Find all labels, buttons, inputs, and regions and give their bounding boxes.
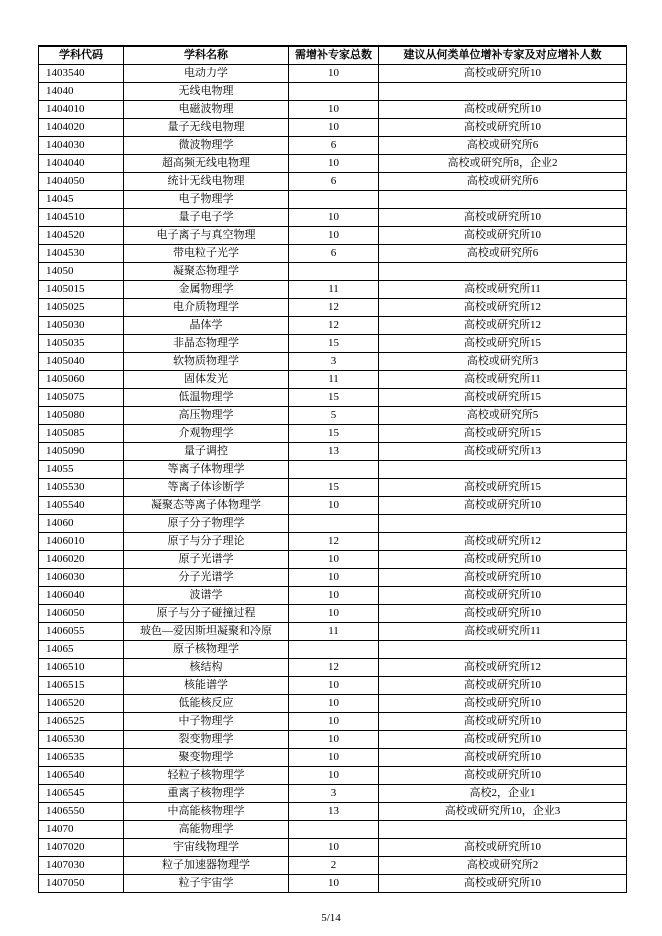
table-cell: 15: [289, 389, 379, 407]
table-cell: 高校或研究所10: [379, 875, 627, 893]
table-cell: 1404040: [39, 155, 124, 173]
table-cell: 高校或研究所12: [379, 659, 627, 677]
table-cell: [289, 263, 379, 281]
table-row: [39, 65, 627, 83]
table-cell: 1404030: [39, 137, 124, 155]
table-cell: 高校或研究所10: [379, 695, 627, 713]
table-cell: 高校或研究所10: [379, 605, 627, 623]
table-cell: 介观物理学: [124, 425, 289, 443]
table-cell: 高校或研究所10: [379, 119, 627, 137]
table-cell: 1406525: [39, 713, 124, 731]
table-row: [39, 731, 627, 749]
table-row: [39, 587, 627, 605]
table-cell: 10: [289, 65, 379, 83]
table-row: [39, 857, 627, 875]
table-cell: 1405025: [39, 299, 124, 317]
table-row: [39, 155, 627, 173]
table-cell: 3: [289, 785, 379, 803]
table-cell: 原子核物理学: [124, 641, 289, 659]
table-cell: 1405090: [39, 443, 124, 461]
table-cell: 原子分子物理学: [124, 515, 289, 533]
table-cell: 1406055: [39, 623, 124, 641]
table-cell: 高校2，企业1: [379, 785, 627, 803]
table-cell: 高校或研究所6: [379, 173, 627, 191]
table-cell: 高校或研究所10: [379, 731, 627, 749]
table-cell: 高校或研究所10: [379, 65, 627, 83]
table-cell: 10: [289, 551, 379, 569]
table-cell: 1406550: [39, 803, 124, 821]
table-cell: 10: [289, 677, 379, 695]
table-cell: [379, 461, 627, 479]
table-row: [39, 515, 627, 533]
table-cell: [379, 641, 627, 659]
table-cell: [289, 821, 379, 839]
table-cell: 电磁波物理: [124, 101, 289, 119]
table-cell: 粒子加速器物理学: [124, 857, 289, 875]
table-cell: 12: [289, 317, 379, 335]
table-cell: 1405060: [39, 371, 124, 389]
table-cell: 1406020: [39, 551, 124, 569]
table-cell: [379, 263, 627, 281]
table-row: [39, 317, 627, 335]
table-row: [39, 677, 627, 695]
column-header-subject-name: 学科名称: [124, 46, 289, 65]
table-cell: 高校或研究所10: [379, 569, 627, 587]
table-cell: 14050: [39, 263, 124, 281]
table-cell: 1404050: [39, 173, 124, 191]
table-cell: 高校或研究所3: [379, 353, 627, 371]
table-cell: 高校或研究所10: [379, 587, 627, 605]
table-row: [39, 119, 627, 137]
table-row: [39, 353, 627, 371]
table-cell: 1405080: [39, 407, 124, 425]
table-cell: 1406050: [39, 605, 124, 623]
table-cell: 1406040: [39, 587, 124, 605]
table-cell: 10: [289, 605, 379, 623]
table-cell: 10: [289, 119, 379, 137]
table-row: [39, 695, 627, 713]
table-row: [39, 497, 627, 515]
table-cell: 晶体学: [124, 317, 289, 335]
table-cell: 凝聚态等离子体物理学: [124, 497, 289, 515]
table-cell: 非晶态物理学: [124, 335, 289, 353]
table-cell: 高压物理学: [124, 407, 289, 425]
table-row: [39, 713, 627, 731]
table-cell: 电子离子与真空物理: [124, 227, 289, 245]
table-cell: 1404010: [39, 101, 124, 119]
table-cell: 1404020: [39, 119, 124, 137]
table-cell: 中子物理学: [124, 713, 289, 731]
table-cell: 低能核反应: [124, 695, 289, 713]
subject-table: [38, 45, 627, 893]
table-cell: 1404530: [39, 245, 124, 263]
table-cell: 核结构: [124, 659, 289, 677]
table-row: [39, 299, 627, 317]
table-cell: 12: [289, 533, 379, 551]
table-row: [39, 371, 627, 389]
table-cell: 高校或研究所10: [379, 749, 627, 767]
table-cell: 6: [289, 137, 379, 155]
table-row: [39, 803, 627, 821]
table-cell: 1406535: [39, 749, 124, 767]
table-row: [39, 623, 627, 641]
table-row: [39, 551, 627, 569]
table-cell: 1405540: [39, 497, 124, 515]
table-cell: [289, 515, 379, 533]
table-cell: 高校或研究所15: [379, 335, 627, 353]
table-cell: 高校或研究所11: [379, 281, 627, 299]
table-row: [39, 821, 627, 839]
table-cell: 1404510: [39, 209, 124, 227]
table-cell: 10: [289, 227, 379, 245]
table-cell: 高校或研究所15: [379, 425, 627, 443]
table-cell: 10: [289, 209, 379, 227]
table-row: [39, 263, 627, 281]
table-cell: [379, 515, 627, 533]
table-row: [39, 443, 627, 461]
table-cell: 统计无线电物理: [124, 173, 289, 191]
table-cell: 核能谱学: [124, 677, 289, 695]
table-cell: 1405530: [39, 479, 124, 497]
table-cell: 电介质物理学: [124, 299, 289, 317]
table-cell: 15: [289, 479, 379, 497]
table-cell: 12: [289, 299, 379, 317]
table-cell: 高校或研究所10，企业3: [379, 803, 627, 821]
table-cell: 高校或研究所10: [379, 767, 627, 785]
table-cell: 高校或研究所5: [379, 407, 627, 425]
table-cell: 3: [289, 353, 379, 371]
table-cell: 高校或研究所10: [379, 839, 627, 857]
table-row: [39, 173, 627, 191]
table-cell: 1405085: [39, 425, 124, 443]
table-cell: 1405030: [39, 317, 124, 335]
table-cell: 带电粒子光学: [124, 245, 289, 263]
table-row: [39, 83, 627, 101]
table-cell: 10: [289, 731, 379, 749]
table-cell: 10: [289, 749, 379, 767]
table-cell: 高校或研究所10: [379, 209, 627, 227]
table-cell: 高校或研究所10: [379, 227, 627, 245]
table-cell: 高校或研究所13: [379, 443, 627, 461]
column-header-unit-suggestion: 建议从何类单位增补专家及对应增补人数: [379, 46, 627, 65]
table-cell: 聚变物理学: [124, 749, 289, 767]
table-cell: 电子物理学: [124, 191, 289, 209]
table-row: [39, 605, 627, 623]
table-cell: 1406520: [39, 695, 124, 713]
table-row: [39, 335, 627, 353]
table-row: [39, 227, 627, 245]
table-cell: 10: [289, 155, 379, 173]
table-cell: [289, 191, 379, 209]
column-header-subject-code: 学科代码: [39, 46, 124, 65]
table-cell: 1406010: [39, 533, 124, 551]
table-cell: 14060: [39, 515, 124, 533]
table-cell: 高校或研究所6: [379, 137, 627, 155]
table-cell: 1407050: [39, 875, 124, 893]
table-cell: 电动力学: [124, 65, 289, 83]
table-cell: [289, 641, 379, 659]
page-number: 5/14: [321, 912, 341, 924]
table-cell: 14065: [39, 641, 124, 659]
table-cell: 量子无线电物理: [124, 119, 289, 137]
table-cell: 1406510: [39, 659, 124, 677]
table-row: [39, 569, 627, 587]
table-cell: 1406030: [39, 569, 124, 587]
table-cell: 12: [289, 659, 379, 677]
table-cell: 1406540: [39, 767, 124, 785]
table-cell: 6: [289, 245, 379, 263]
table-cell: 重离子核物理学: [124, 785, 289, 803]
table-cell: 软物质物理学: [124, 353, 289, 371]
table-cell: 10: [289, 767, 379, 785]
table-row: [39, 767, 627, 785]
table-cell: 11: [289, 281, 379, 299]
table-cell: 量子电子学: [124, 209, 289, 227]
table-cell: 10: [289, 587, 379, 605]
table-cell: 超高频无线电物理: [124, 155, 289, 173]
table-cell: 玻色—爱因斯坦凝聚和冷原: [124, 623, 289, 641]
table-cell: 高校或研究所10: [379, 713, 627, 731]
table-cell: 分子光谱学: [124, 569, 289, 587]
table-cell: 14040: [39, 83, 124, 101]
table-cell: 裂变物理学: [124, 731, 289, 749]
table-cell: 10: [289, 713, 379, 731]
table-cell: 1407030: [39, 857, 124, 875]
table-cell: 1406545: [39, 785, 124, 803]
table-cell: 金属物理学: [124, 281, 289, 299]
table-cell: 宇宙线物理学: [124, 839, 289, 857]
table-cell: [289, 461, 379, 479]
table-cell: [379, 191, 627, 209]
table-cell: 10: [289, 695, 379, 713]
header-row: [39, 46, 627, 65]
table-cell: 高校或研究所10: [379, 497, 627, 515]
table-cell: 1405040: [39, 353, 124, 371]
table-cell: 高校或研究所10: [379, 677, 627, 695]
table-cell: 等离子体物理学: [124, 461, 289, 479]
table-cell: 1405035: [39, 335, 124, 353]
table-cell: 微波物理学: [124, 137, 289, 155]
table-row: [39, 875, 627, 893]
table-row: [39, 641, 627, 659]
table-cell: 中高能核物理学: [124, 803, 289, 821]
table-cell: 1406530: [39, 731, 124, 749]
table-cell: 1407020: [39, 839, 124, 857]
table-cell: 等离子体诊断学: [124, 479, 289, 497]
table-cell: 高校或研究所10: [379, 551, 627, 569]
table-cell: 固体发光: [124, 371, 289, 389]
table-row: [39, 533, 627, 551]
table-cell: 高校或研究所11: [379, 371, 627, 389]
table-cell: 14045: [39, 191, 124, 209]
table-row: [39, 749, 627, 767]
table-cell: 高能物理学: [124, 821, 289, 839]
table-cell: 13: [289, 443, 379, 461]
table-cell: 10: [289, 497, 379, 515]
table-cell: 6: [289, 173, 379, 191]
table-cell: 高校或研究所8，企业2: [379, 155, 627, 173]
table-cell: [379, 83, 627, 101]
table-row: [39, 461, 627, 479]
table-cell: 凝聚态物理学: [124, 263, 289, 281]
table-row: [39, 281, 627, 299]
table-cell: 原子光谱学: [124, 551, 289, 569]
table-cell: 5: [289, 407, 379, 425]
table-cell: 11: [289, 623, 379, 641]
table-cell: 1405015: [39, 281, 124, 299]
table-cell: 低温物理学: [124, 389, 289, 407]
table-cell: 高校或研究所10: [379, 101, 627, 119]
table-cell: 原子与分子理论: [124, 533, 289, 551]
table-row: [39, 209, 627, 227]
table-cell: 高校或研究所15: [379, 389, 627, 407]
table-row: [39, 101, 627, 119]
table-cell: 10: [289, 101, 379, 119]
table-cell: 高校或研究所6: [379, 245, 627, 263]
table-cell: 14070: [39, 821, 124, 839]
table-row: [39, 479, 627, 497]
table-cell: 高校或研究所12: [379, 299, 627, 317]
table-cell: 轻粒子核物理学: [124, 767, 289, 785]
table-row: [39, 425, 627, 443]
table-body: [39, 65, 627, 893]
table-cell: 1406515: [39, 677, 124, 695]
table-cell: 15: [289, 335, 379, 353]
table-row: [39, 659, 627, 677]
table-cell: 高校或研究所12: [379, 533, 627, 551]
table-cell: 1405075: [39, 389, 124, 407]
column-header-expert-total: 需增补专家总数: [289, 46, 379, 65]
table-cell: 粒子宇宙学: [124, 875, 289, 893]
table-cell: 无线电物理: [124, 83, 289, 101]
table-cell: 1404520: [39, 227, 124, 245]
table-row: [39, 245, 627, 263]
table-row: [39, 407, 627, 425]
table-row: [39, 785, 627, 803]
table-cell: 高校或研究所15: [379, 479, 627, 497]
table-cell: [379, 821, 627, 839]
table-cell: 波谱学: [124, 587, 289, 605]
table-row: [39, 137, 627, 155]
table-cell: 2: [289, 857, 379, 875]
table-row: [39, 191, 627, 209]
table-cell: 15: [289, 425, 379, 443]
table-cell: 原子与分子碰撞过程: [124, 605, 289, 623]
table-cell: 10: [289, 569, 379, 587]
table-cell: [289, 83, 379, 101]
table-cell: 10: [289, 875, 379, 893]
table-cell: 11: [289, 371, 379, 389]
table-cell: 高校或研究所11: [379, 623, 627, 641]
table-cell: 1403540: [39, 65, 124, 83]
table-row: [39, 839, 627, 857]
table-cell: 量子调控: [124, 443, 289, 461]
table-cell: 14055: [39, 461, 124, 479]
table-cell: 高校或研究所12: [379, 317, 627, 335]
table-cell: 13: [289, 803, 379, 821]
table-cell: 高校或研究所2: [379, 857, 627, 875]
table-row: [39, 389, 627, 407]
table-cell: 10: [289, 839, 379, 857]
